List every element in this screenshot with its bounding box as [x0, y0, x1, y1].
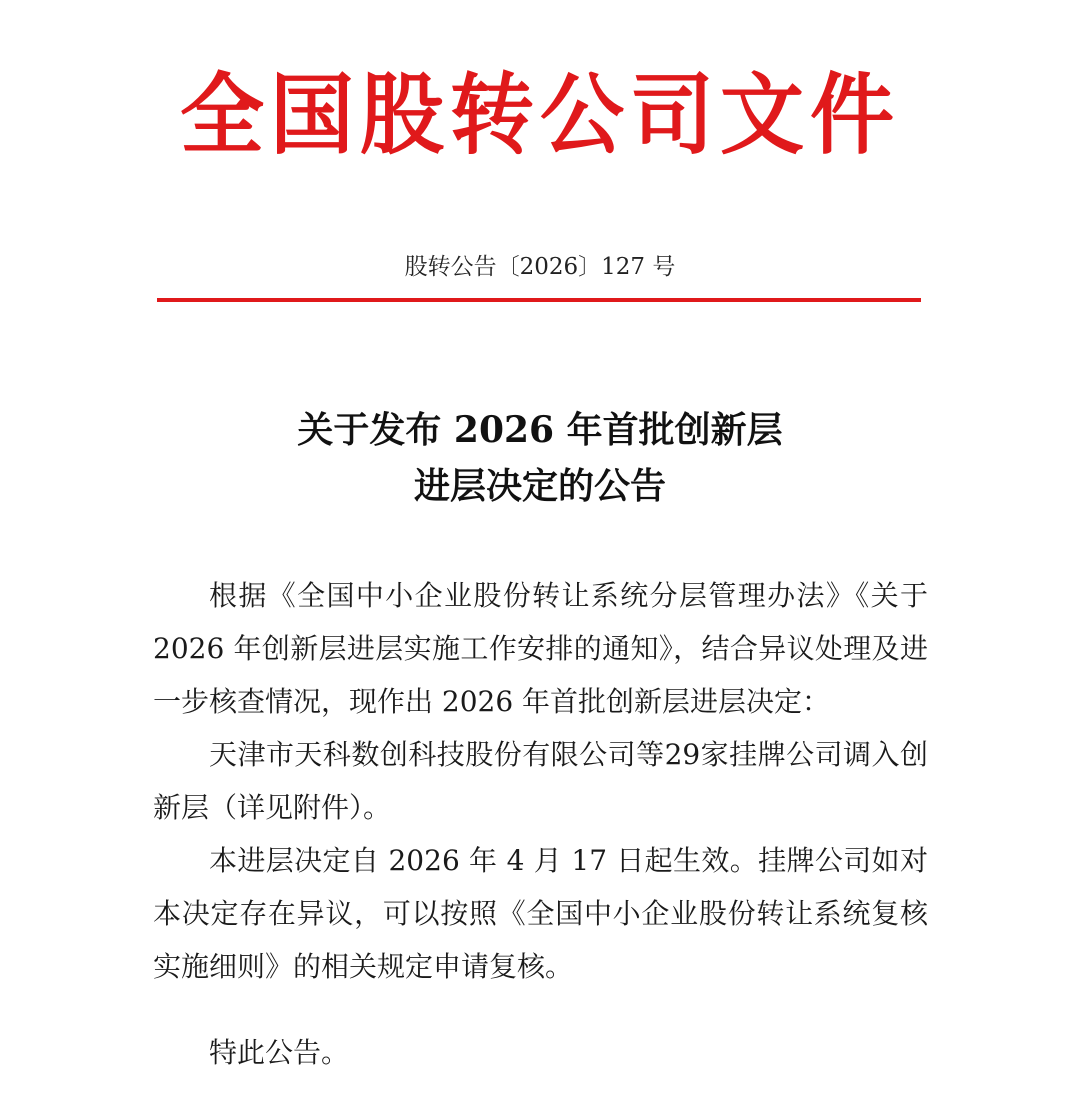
document-number: 股转公告〔2026〕127 号 [404, 254, 676, 280]
closing-line: 特此公告。 [209, 1036, 350, 1069]
title-line-1: 关于发布 2026 年首批创新层 [297, 409, 783, 451]
announcement-title [0, 402, 1080, 514]
announcement-body [153, 569, 928, 993]
body-paragraph-1: 根据《全国中小企业股份转让系统分层管理办法》《关于 2026 年创新层进层实施工作安排的通知》，结合异议处理及进一步核查情况，现作出 2026 年首批创新层进层决定： [153, 579, 928, 718]
title-line-2: 进层决定的公告 [413, 465, 666, 507]
masthead-title: 全国股转公司文件 [179, 62, 900, 167]
body-paragraph-2: 天津市天科数创科技股份有限公司等29家挂牌公司调入创新层（详见附件）。 [153, 738, 928, 824]
red-divider-line [157, 298, 921, 302]
body-paragraph-3: 本进层决定自 2026 年 4 月 17 日起生效。挂牌公司如对本决定存在异议，可以按照《全国中小企业股份转让系统复核实施细则》的相关规定申请复核。 [153, 844, 928, 983]
